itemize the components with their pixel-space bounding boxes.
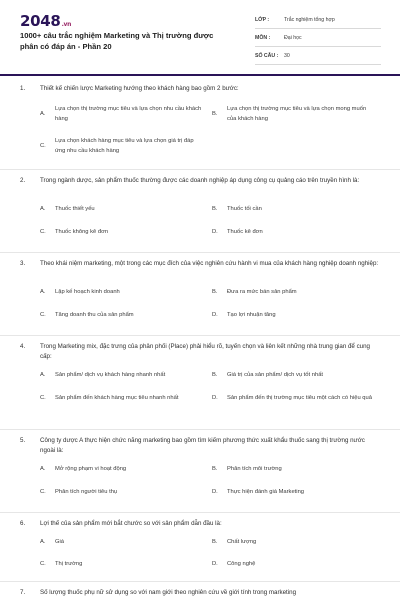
question-stem: Thiết kế chiến lược Marketing hướng theo khách hàng bao gồm 2 bước:: [40, 85, 239, 92]
option-text: Chất lượng: [227, 539, 257, 545]
option-text: Thuốc tối cần: [227, 206, 262, 212]
option-text: Thuốc không kê đơn: [55, 229, 109, 235]
option-text: Sản phẩm đến khách hàng mục tiêu nhanh nhất: [55, 395, 179, 401]
meta-value: Đại học: [284, 35, 302, 41]
meta-row-subject: [255, 31, 381, 47]
question-number: 6.: [20, 520, 26, 527]
option-text: Tăng doanh thu của sản phẩm: [55, 312, 134, 318]
option-letter: B.: [212, 206, 218, 212]
option-text: Lựa chọn thị trường mục tiêu và lựa chọn mong muốn của khách hàng: [227, 106, 367, 122]
question-stem: Số lượng thuốc phụ nữ sử dụng so với nam giới theo nghiên cứu về giới tính trong marketing: [40, 589, 297, 596]
option-text: Phân tích môi trường: [227, 466, 282, 472]
option-letter: C.: [40, 561, 46, 567]
meta-key: MÔN :: [255, 35, 271, 41]
option-letter: D.: [212, 312, 218, 318]
option-letter: C.: [40, 143, 46, 149]
brand-name: 2048: [20, 12, 61, 30]
meta-key: SỐ CÂU :: [255, 53, 279, 59]
meta-row-count: [255, 49, 381, 65]
document-meta: [255, 13, 381, 65]
question-number: 5.: [20, 437, 26, 444]
meta-key: LỚP :: [255, 17, 270, 23]
option-letter: A.: [40, 111, 46, 117]
option-text: Thực hiện đánh giá Marketing: [227, 489, 305, 495]
question-stem: Trong ngành dược, sản phẩm thuốc thường được các doanh nghiệp áp dụng công cụ quảng cáo trên truyền hình là:: [40, 177, 360, 184]
question-item: [0, 582, 400, 600]
meta-row-class: [255, 13, 381, 29]
option-text: Lựa chọn khách hàng mục tiêu và lựa chọn giá trị đáp ứng nhu cầu khách hàng: [55, 138, 194, 154]
option-letter: A.: [40, 372, 46, 378]
option-text: Công nghệ: [227, 561, 256, 567]
option-letter: A.: [40, 539, 46, 545]
option-text: Giá trị của sản phẩm/ dịch vụ tốt nhất: [227, 372, 324, 378]
question-stem: Theo khái niệm marketing, một trong các mục đích của việc nghiên cứu hành vi mua của khách hàng nghiệp doanh nghiệp:: [40, 260, 379, 267]
option-letter: D.: [212, 561, 218, 567]
option-text: Phân tích người tiêu thụ: [55, 489, 118, 495]
option-letter: C.: [40, 395, 46, 401]
question-stem: Công ty dược A thực hiện chức năng marketing bao gồm tìm kiếm phương thức xuất khẩu thuốc sang thị trường nước ngoài là:: [40, 437, 365, 454]
option-text: Lựa chọn thị trường mục tiêu và lựa chọn nhu cầu khách hàng: [55, 106, 202, 122]
question-item: [0, 253, 400, 336]
option-text: Lập kế hoạch kinh doanh: [55, 289, 120, 295]
question-number: 2.: [20, 177, 26, 184]
option-letter: D.: [212, 395, 218, 401]
question-number: 1.: [20, 85, 26, 92]
brand-suffix: .vn: [61, 21, 72, 28]
option-letter: C.: [40, 489, 46, 495]
question-number: 7.: [20, 589, 26, 596]
option-letter: D.: [212, 229, 218, 235]
option-text: Giá: [55, 539, 65, 545]
option-text: Thuốc thiết yếu: [55, 206, 95, 212]
option-letter: B.: [212, 289, 218, 295]
option-letter: C.: [40, 312, 46, 318]
meta-value: 30: [284, 53, 290, 59]
option-text: Tạo lợi nhuận tăng: [227, 312, 276, 318]
option-text: Đưa ra mức bán sản phẩm: [227, 289, 297, 295]
brand-logo[interactable]: [20, 12, 71, 30]
document-title: 1000+ câu trắc nghiệm Marketing và Thị trường được phân có đáp án - Phần 20: [20, 31, 214, 51]
question-stem: Trong Marketing mix, đặc trưng của phân phối (Place) phải hiểu rõ, tuyến chọn và liên kết những nhà trung gian để cung cấp:: [40, 343, 371, 360]
question-list: [0, 76, 400, 600]
option-letter: A.: [40, 466, 46, 472]
meta-value: Trắc nghiệm tổng hợp: [284, 17, 335, 23]
option-text: Thị trường: [55, 561, 83, 567]
option-letter: C.: [40, 229, 46, 235]
option-text: Sản phẩm/ dịch vụ khách hàng nhanh nhất: [55, 372, 166, 378]
question-item: [0, 76, 400, 170]
question-item: [0, 336, 400, 430]
option-letter: B.: [212, 539, 218, 545]
question-item: [0, 513, 400, 582]
option-letter: B.: [212, 372, 218, 378]
option-letter: A.: [40, 206, 46, 212]
question-item: [0, 430, 400, 513]
option-text: Thuốc kê đơn: [227, 229, 263, 235]
option-letter: B.: [212, 466, 218, 472]
question-item: [0, 170, 400, 253]
option-text: Mở rộng phạm vi hoạt động: [55, 466, 127, 472]
question-number: 4.: [20, 343, 26, 350]
question-number: 3.: [20, 260, 26, 267]
option-letter: A.: [40, 289, 46, 295]
option-letter: B.: [212, 111, 218, 117]
question-stem: Lợi thế của sản phẩm mới bắt chước so với sản phẩm dẫn đầu là:: [40, 520, 222, 527]
option-letter: D.: [212, 489, 218, 495]
page-header: [0, 0, 400, 68]
option-text: Sản phẩm đến thị trường mục tiêu một cách có hiệu quả: [227, 395, 372, 401]
